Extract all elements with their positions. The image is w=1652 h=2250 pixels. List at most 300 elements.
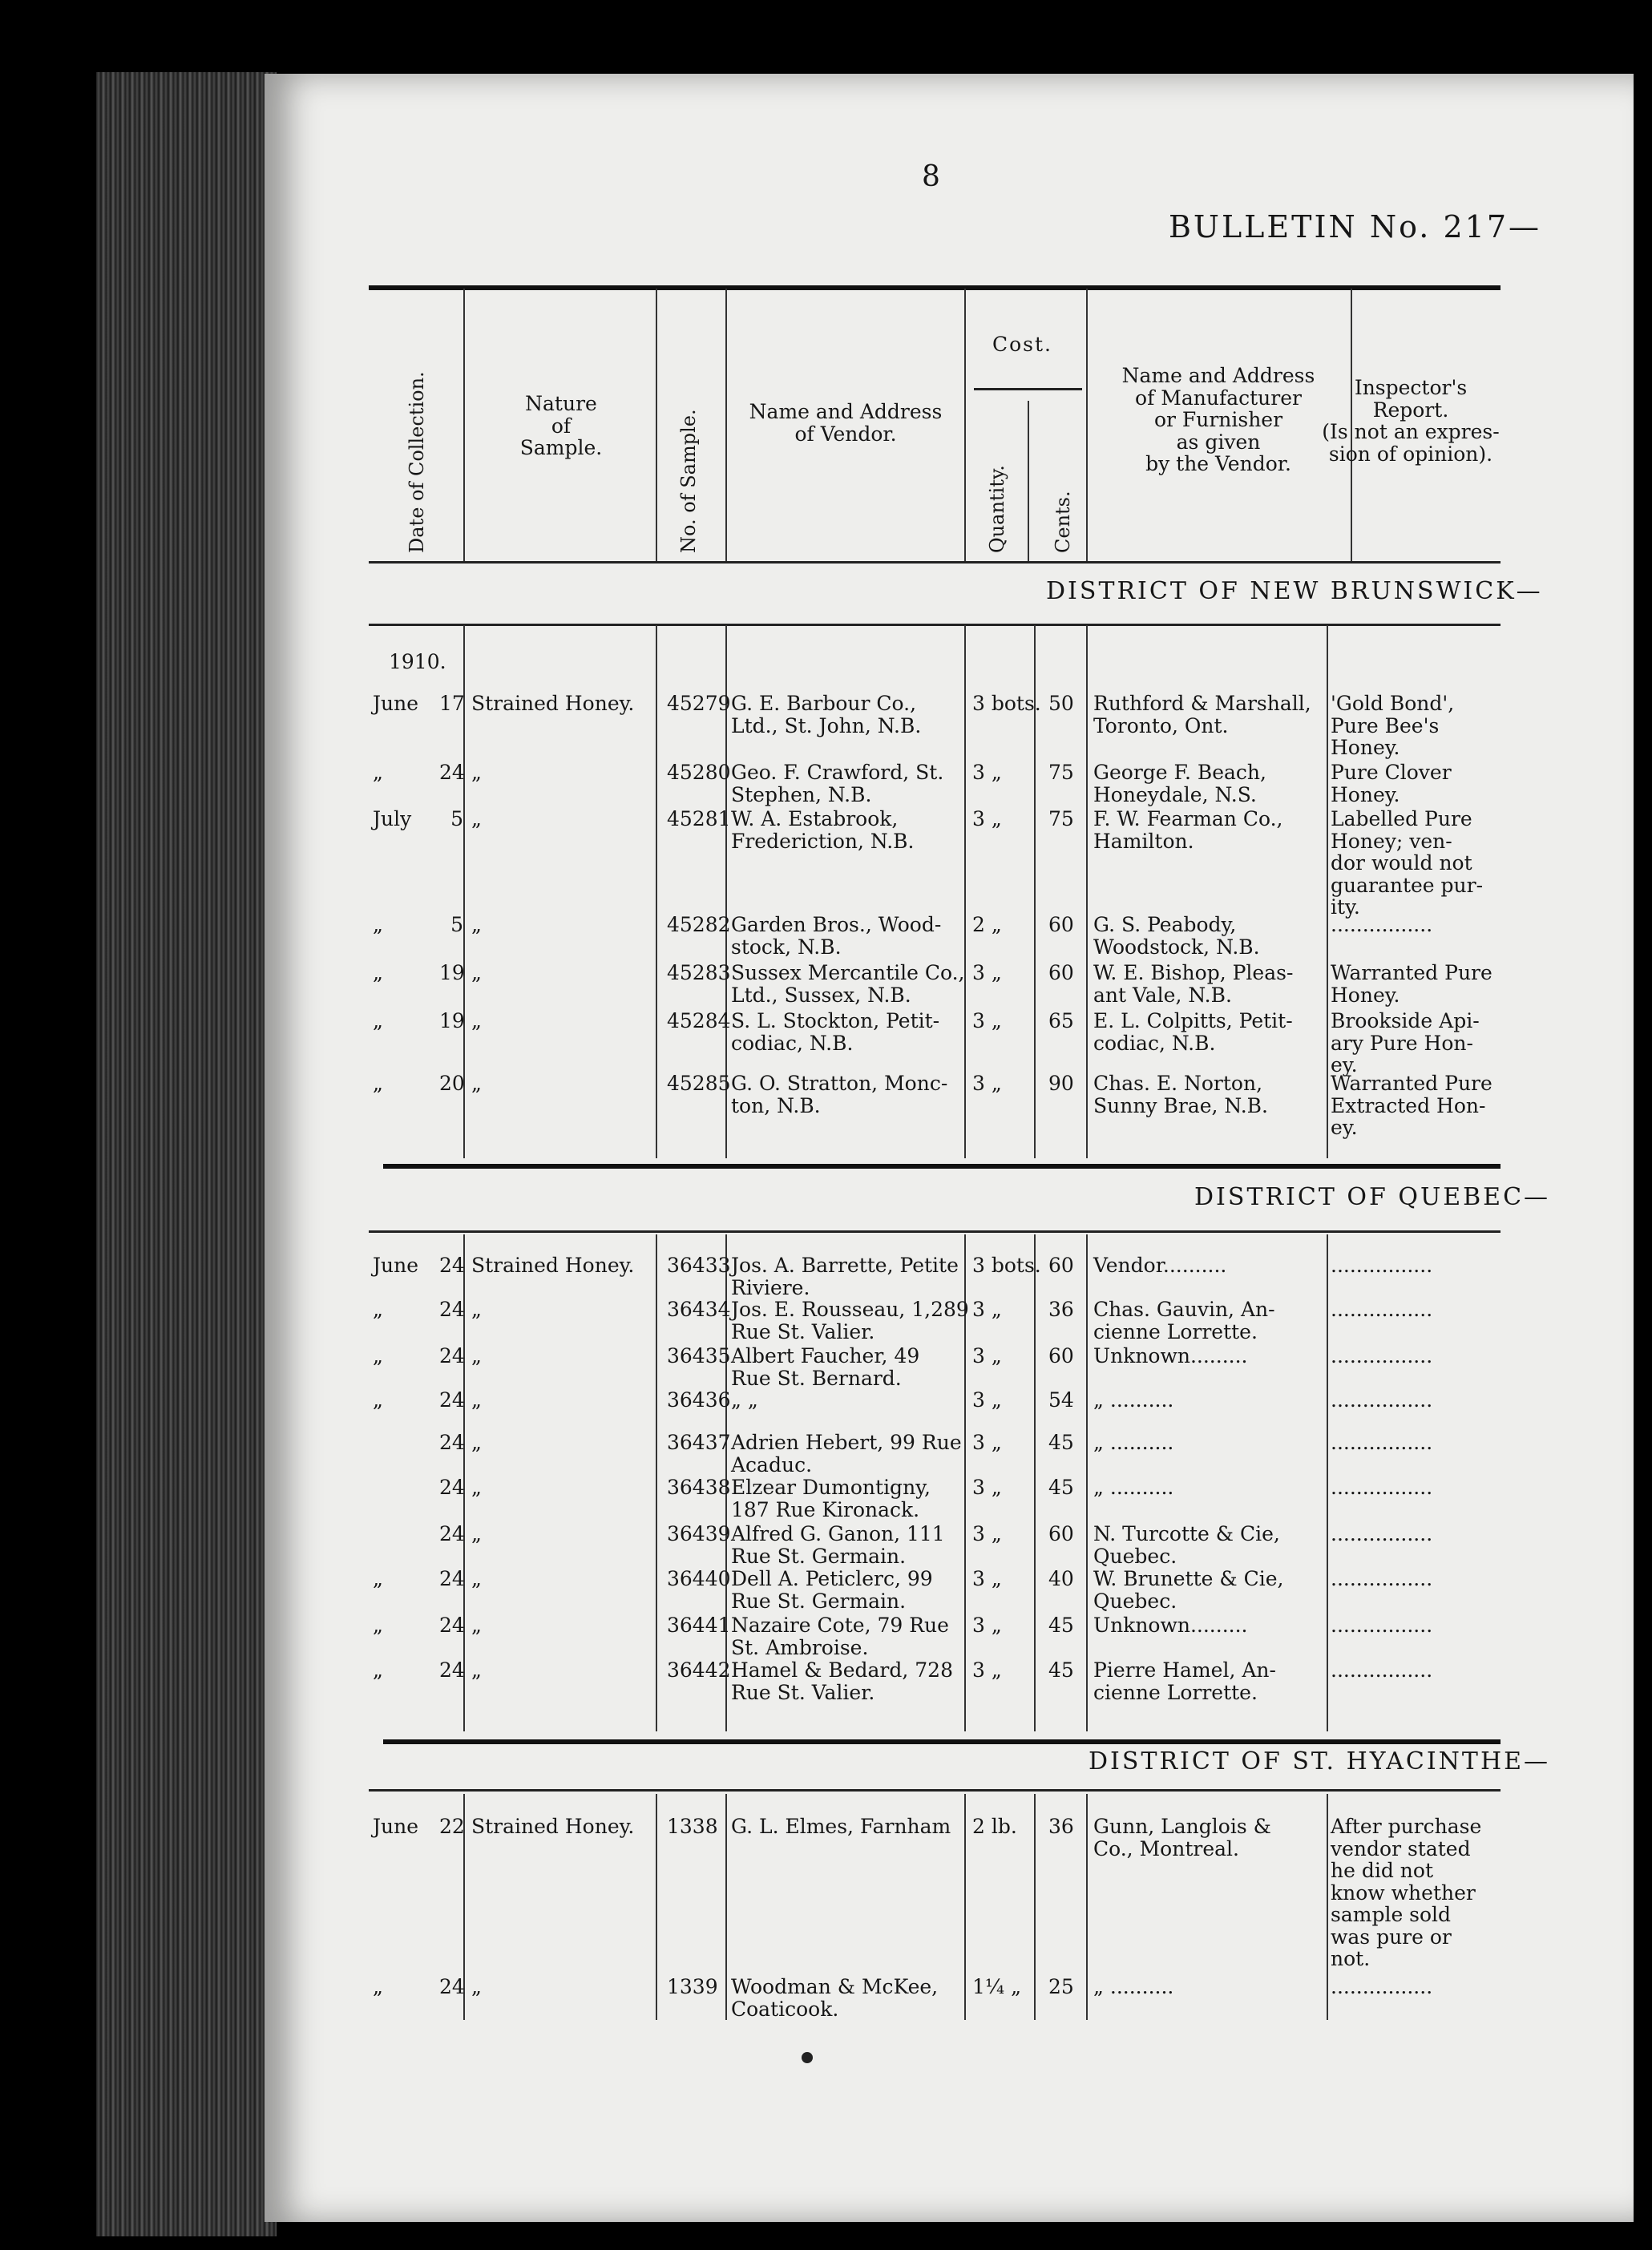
row-vendor-line: Hamel & Bedard, 728 bbox=[731, 1658, 953, 1682]
body-column-divider bbox=[1034, 1794, 1036, 2020]
row-nature: „ bbox=[471, 761, 482, 784]
row-report-line: After purchase bbox=[1331, 1815, 1482, 1838]
row-nature: Strained Honey. bbox=[471, 1254, 635, 1277]
row-sample-number: 36440 bbox=[667, 1567, 731, 1590]
row-nature: „ bbox=[471, 913, 482, 936]
row-manufacturer-line: „ .......... bbox=[1093, 1388, 1174, 1412]
row-nature: „ bbox=[471, 1614, 482, 1637]
row-sample-number: 36433 bbox=[667, 1254, 731, 1277]
row-vendor bbox=[731, 1614, 949, 1658]
row-manufacturer-line: ant Vale, N.B. bbox=[1093, 983, 1232, 1007]
document-page bbox=[265, 74, 1634, 2222]
row-day: 19 bbox=[439, 1009, 465, 1032]
header-vendor-line: of Vendor. bbox=[794, 422, 897, 446]
header-date-of-collection: Date of Collection. bbox=[406, 371, 428, 553]
row-vendor bbox=[731, 1010, 939, 1054]
row-sample-number: 36439 bbox=[667, 1522, 731, 1545]
bulletin-heading: BULLETIN No. 217— bbox=[1169, 209, 1541, 244]
row-day: 24 bbox=[439, 1975, 465, 1998]
row-cents: 45 bbox=[1048, 1431, 1074, 1454]
row-manufacturer-line: Woodstock, N.B. bbox=[1093, 935, 1260, 959]
row-vendor bbox=[731, 1659, 953, 1703]
row-manufacturer bbox=[1093, 1389, 1173, 1412]
row-vendor bbox=[731, 1432, 962, 1476]
row-cents: 60 bbox=[1048, 961, 1074, 984]
row-vendor bbox=[731, 761, 943, 806]
header-nature-line: Sample. bbox=[519, 436, 603, 459]
body-column-divider bbox=[1327, 625, 1328, 1158]
row-nature: „ bbox=[471, 1522, 482, 1545]
row-sample-number: 45279 bbox=[667, 692, 731, 715]
row-nature: „ bbox=[471, 1298, 482, 1321]
row-vendor bbox=[731, 693, 921, 737]
header-column-divider bbox=[725, 289, 727, 561]
row-manufacturer-line: Ruthford & Marshall, bbox=[1093, 692, 1311, 715]
header-top-rule bbox=[369, 285, 1501, 290]
row-cents: 60 bbox=[1048, 913, 1074, 936]
row-month: June bbox=[373, 1815, 419, 1838]
header-quantity: Quantity. bbox=[986, 465, 1008, 553]
section-top-rule bbox=[369, 624, 1501, 626]
row-nature: „ bbox=[471, 807, 482, 830]
row-manufacturer-line: F. W. Fearman Co., bbox=[1093, 807, 1283, 830]
row-month: „ bbox=[373, 1388, 383, 1412]
body-column-divider bbox=[656, 1794, 657, 2020]
row-report-line: ey. bbox=[1331, 1116, 1358, 1139]
row-manufacturer-line: Pierre Hamel, An- bbox=[1093, 1658, 1276, 1682]
row-vendor-line: Elzear Dumontigny, bbox=[731, 1476, 931, 1499]
row-report bbox=[1331, 1614, 1432, 1637]
row-manufacturer-line: Gunn, Langlois & bbox=[1093, 1815, 1271, 1838]
row-report-line: ................ bbox=[1331, 1975, 1433, 1998]
row-cents: 60 bbox=[1048, 1254, 1074, 1277]
row-report bbox=[1331, 1345, 1432, 1367]
row-vendor-line: Rue St. Germain. bbox=[731, 1544, 907, 1568]
header-inspector-report-line: sion of opinion). bbox=[1328, 442, 1493, 466]
row-vendor-line: Dell A. Peticlerc, 99 bbox=[731, 1567, 933, 1590]
row-report-line: ................ bbox=[1331, 1431, 1433, 1454]
row-nature: „ bbox=[471, 1072, 482, 1095]
row-sample-number: 1338 bbox=[667, 1815, 718, 1838]
row-vendor-line: W. A. Estabrook, bbox=[731, 807, 899, 830]
row-sample-number: 36437 bbox=[667, 1431, 731, 1454]
row-report-line: ................ bbox=[1331, 1344, 1433, 1367]
row-vendor-line: Coaticook. bbox=[731, 1997, 839, 2021]
row-report-line: Pure Bee's bbox=[1331, 713, 1440, 737]
row-vendor-line: Alfred G. Ganon, 111 bbox=[731, 1522, 945, 1545]
row-manufacturer-line: Honeydale, N.S. bbox=[1093, 782, 1257, 806]
row-report-line: Warranted Pure bbox=[1331, 961, 1492, 984]
row-month: June bbox=[373, 692, 419, 715]
row-manufacturer bbox=[1093, 1432, 1173, 1454]
row-report-line: ity. bbox=[1331, 895, 1360, 919]
district-title: DISTRICT OF NEW BRUNSWICK— bbox=[1046, 577, 1543, 605]
body-column-divider bbox=[656, 625, 657, 1158]
header-inspector-report bbox=[1319, 377, 1503, 465]
row-sample-number: 1339 bbox=[667, 1975, 718, 1998]
row-vendor bbox=[731, 1299, 969, 1343]
row-manufacturer-line: Toronto, Ont. bbox=[1093, 713, 1229, 737]
header-nature bbox=[513, 393, 609, 459]
row-manufacturer bbox=[1093, 1072, 1268, 1117]
row-sample-number: 36442 bbox=[667, 1658, 731, 1682]
row-quantity: 1¼ „ bbox=[972, 1975, 1022, 1998]
row-month: „ bbox=[373, 961, 383, 984]
row-report-line: ey. bbox=[1331, 1053, 1358, 1077]
row-vendor-line: Woodman & McKee, bbox=[731, 1975, 939, 1998]
row-vendor bbox=[731, 1568, 933, 1612]
row-cents: 40 bbox=[1048, 1567, 1074, 1590]
header-manufacturer-line: or Furnisher bbox=[1153, 408, 1283, 431]
row-quantity: 3 „ bbox=[972, 1298, 1002, 1321]
row-vendor-line: Rue St. Bernard. bbox=[731, 1366, 902, 1390]
row-sample-number: 45284 bbox=[667, 1009, 731, 1032]
header-nature-line: of bbox=[551, 414, 572, 438]
row-report-line: ................ bbox=[1331, 1476, 1433, 1499]
header-inspector-report-line: Inspector's bbox=[1354, 376, 1468, 399]
row-quantity: 3 „ bbox=[972, 761, 1002, 784]
row-report bbox=[1331, 693, 1454, 759]
header-sample-number: No. of Sample. bbox=[677, 409, 700, 553]
row-month: „ bbox=[373, 1975, 383, 1998]
row-manufacturer-line: Hamilton. bbox=[1093, 829, 1194, 853]
header-manufacturer-line: by the Vendor. bbox=[1145, 452, 1291, 475]
row-report-line: ary Pure Hon- bbox=[1331, 1031, 1473, 1055]
row-nature: „ bbox=[471, 1567, 482, 1590]
row-day: 17 bbox=[439, 692, 465, 715]
row-vendor bbox=[731, 914, 941, 958]
row-cents: 75 bbox=[1048, 761, 1074, 784]
row-report bbox=[1331, 1568, 1432, 1590]
header-manufacturer-line: as given bbox=[1176, 430, 1261, 454]
row-vendor-line: S. L. Stockton, Petit- bbox=[731, 1009, 940, 1032]
header-inspector-report-line: Report. bbox=[1372, 398, 1449, 422]
row-manufacturer-line: Quebec. bbox=[1093, 1589, 1177, 1613]
row-report-line: ................ bbox=[1331, 1298, 1433, 1321]
row-manufacturer-line: cienne Lorrette. bbox=[1093, 1680, 1258, 1704]
row-vendor-line: Adrien Hebert, 99 Rue bbox=[731, 1431, 962, 1454]
row-day: 24 bbox=[439, 1298, 465, 1321]
row-report-line: ................ bbox=[1331, 1388, 1433, 1412]
body-column-divider bbox=[656, 1234, 657, 1731]
row-month: „ bbox=[373, 1344, 383, 1367]
row-manufacturer-line: E. L. Colpitts, Petit- bbox=[1093, 1009, 1293, 1032]
row-manufacturer bbox=[1093, 1568, 1283, 1612]
row-nature: „ bbox=[471, 1658, 482, 1682]
row-vendor-line: Garden Bros., Wood- bbox=[731, 913, 942, 936]
page-number: 8 bbox=[922, 160, 940, 193]
row-nature: „ bbox=[471, 961, 482, 984]
row-manufacturer-line: Sunny Brae, N.B. bbox=[1093, 1093, 1268, 1117]
row-quantity: 3 „ bbox=[972, 1344, 1002, 1367]
row-vendor-line: „ „ bbox=[731, 1388, 758, 1412]
row-report-line: ................ bbox=[1331, 913, 1433, 936]
row-manufacturer-line: N. Turcotte & Cie, bbox=[1093, 1522, 1280, 1545]
row-report-line: dor would not bbox=[1331, 851, 1472, 875]
row-report bbox=[1331, 1523, 1432, 1545]
row-report-line: Honey. bbox=[1331, 736, 1400, 759]
row-cents: 45 bbox=[1048, 1476, 1074, 1499]
row-report bbox=[1331, 1072, 1492, 1139]
row-manufacturer bbox=[1093, 1010, 1293, 1054]
row-report-line: Pure Clover bbox=[1331, 761, 1452, 784]
row-cents: 75 bbox=[1048, 807, 1074, 830]
row-manufacturer-line: Vendor.......... bbox=[1093, 1254, 1227, 1277]
row-month: „ bbox=[373, 1072, 383, 1095]
row-vendor-line: 187 Rue Kironack. bbox=[731, 1497, 920, 1521]
row-vendor-line: Rue St. Valier. bbox=[731, 1319, 875, 1343]
row-manufacturer bbox=[1093, 1976, 1173, 1998]
row-cents: 36 bbox=[1048, 1815, 1074, 1838]
row-month: „ bbox=[373, 761, 383, 784]
row-day: 24 bbox=[439, 1431, 465, 1454]
row-day: 19 bbox=[439, 961, 465, 984]
row-report bbox=[1331, 962, 1492, 1006]
header-cost: Cost. bbox=[992, 333, 1053, 356]
row-vendor bbox=[731, 1072, 947, 1117]
row-month: „ bbox=[373, 913, 383, 936]
row-vendor-line: Geo. F. Crawford, St. bbox=[731, 761, 944, 784]
row-nature: „ bbox=[471, 1431, 482, 1454]
row-manufacturer-line: W. Brunette & Cie, bbox=[1093, 1567, 1284, 1590]
row-cents: 45 bbox=[1048, 1614, 1074, 1637]
row-quantity: 3 „ bbox=[972, 1567, 1002, 1590]
row-vendor-line: Rue St. Germain. bbox=[731, 1589, 907, 1613]
row-sample-number: 36434 bbox=[667, 1298, 731, 1321]
row-manufacturer bbox=[1093, 1816, 1271, 1860]
body-column-divider bbox=[1034, 1234, 1036, 1731]
row-day: 24 bbox=[439, 1567, 465, 1590]
row-sample-number: 45285 bbox=[667, 1072, 731, 1095]
row-manufacturer bbox=[1093, 1345, 1248, 1367]
row-report-line: vendor stated bbox=[1331, 1836, 1471, 1860]
row-quantity: 3 bots. bbox=[972, 1254, 1041, 1277]
row-report-line: sample sold bbox=[1331, 1903, 1452, 1926]
header-inspector-report-line: (Is not an expres- bbox=[1322, 420, 1500, 443]
row-manufacturer-line: „ .......... bbox=[1093, 1975, 1174, 1998]
row-manufacturer-line: Co., Montreal. bbox=[1093, 1836, 1239, 1860]
row-manufacturer bbox=[1093, 1299, 1275, 1343]
row-quantity: 2 lb. bbox=[972, 1815, 1017, 1838]
row-vendor-line: G. E. Barbour Co., bbox=[731, 692, 917, 715]
row-quantity: 3 „ bbox=[972, 1072, 1002, 1095]
row-manufacturer bbox=[1093, 1614, 1248, 1637]
row-report bbox=[1331, 1476, 1432, 1499]
row-manufacturer-line: Quebec. bbox=[1093, 1544, 1177, 1568]
row-nature: Strained Honey. bbox=[471, 1815, 635, 1838]
row-vendor-line: Acaduc. bbox=[731, 1452, 813, 1476]
row-manufacturer-line: George F. Beach, bbox=[1093, 761, 1266, 784]
header-vendor bbox=[741, 401, 950, 445]
row-manufacturer bbox=[1093, 1476, 1173, 1499]
row-vendor-line: Riviere. bbox=[731, 1275, 810, 1299]
row-quantity: 3 „ bbox=[972, 1431, 1002, 1454]
row-quantity: 3 „ bbox=[972, 1009, 1002, 1032]
row-day: 24 bbox=[439, 1522, 465, 1545]
row-sample-number: 36438 bbox=[667, 1476, 731, 1499]
row-report-line: ................ bbox=[1331, 1658, 1433, 1682]
row-quantity: 3 „ bbox=[972, 1476, 1002, 1499]
row-day: 24 bbox=[439, 1254, 465, 1277]
row-month: „ bbox=[373, 1009, 383, 1032]
row-report-line: was pure or bbox=[1331, 1925, 1452, 1949]
row-vendor-line: codiac, N.B. bbox=[731, 1031, 854, 1055]
row-day: 5 bbox=[450, 913, 463, 936]
row-manufacturer bbox=[1093, 808, 1283, 852]
row-quantity: 3 „ bbox=[972, 1388, 1002, 1412]
row-sample-number: 45282 bbox=[667, 913, 731, 936]
row-manufacturer-line: cienne Lorrette. bbox=[1093, 1319, 1258, 1343]
body-column-divider bbox=[964, 1794, 966, 2020]
row-manufacturer-line: codiac, N.B. bbox=[1093, 1031, 1216, 1055]
row-report-line: Honey. bbox=[1331, 983, 1400, 1007]
section-bottom-rule bbox=[383, 1164, 1501, 1169]
header-column-divider bbox=[656, 289, 657, 561]
row-vendor-line: Albert Faucher, 49 bbox=[731, 1344, 920, 1367]
row-manufacturer-line: G. S. Peabody, bbox=[1093, 913, 1237, 936]
row-vendor bbox=[731, 962, 965, 1006]
header-bottom-rule bbox=[369, 561, 1501, 564]
row-nature: „ bbox=[471, 1009, 482, 1032]
row-report bbox=[1331, 1976, 1432, 1998]
row-manufacturer-line: „ .......... bbox=[1093, 1431, 1174, 1454]
row-vendor-line: Stephen, N.B. bbox=[731, 782, 872, 806]
row-report bbox=[1331, 1432, 1432, 1454]
row-cents: 65 bbox=[1048, 1009, 1074, 1032]
row-report-line: Honey; ven- bbox=[1331, 829, 1452, 853]
row-manufacturer-line: Chas. E. Norton, bbox=[1093, 1072, 1263, 1095]
row-sample-number: 45281 bbox=[667, 807, 731, 830]
row-manufacturer bbox=[1093, 1254, 1226, 1277]
row-vendor bbox=[731, 808, 914, 852]
section-bottom-rule bbox=[383, 1739, 1501, 1744]
row-vendor bbox=[731, 1389, 758, 1412]
row-manufacturer bbox=[1093, 1523, 1280, 1567]
row-quantity: 3 „ bbox=[972, 961, 1002, 984]
row-vendor-line: ton, N.B. bbox=[731, 1093, 821, 1117]
row-vendor-line: G. L. Elmes, Farnham bbox=[731, 1815, 951, 1838]
row-month: „ bbox=[373, 1658, 383, 1682]
row-report bbox=[1331, 1010, 1480, 1077]
row-day: 24 bbox=[439, 1614, 465, 1637]
row-vendor bbox=[731, 1476, 931, 1521]
row-month: „ bbox=[373, 1298, 383, 1321]
row-manufacturer bbox=[1093, 1659, 1276, 1703]
row-quantity: 2 „ bbox=[972, 913, 1002, 936]
year-label: 1910. bbox=[389, 650, 446, 673]
row-vendor-line: stock, N.B. bbox=[731, 935, 842, 959]
row-manufacturer-line: Chas. Gauvin, An- bbox=[1093, 1298, 1275, 1321]
row-cents: 36 bbox=[1048, 1298, 1074, 1321]
row-day: 24 bbox=[439, 1658, 465, 1682]
row-report-line: not. bbox=[1331, 1947, 1371, 1970]
row-report-line: know whether bbox=[1331, 1880, 1476, 1905]
district-title: DISTRICT OF QUEBEC— bbox=[1194, 1183, 1551, 1211]
row-quantity: 3 „ bbox=[972, 807, 1002, 830]
row-quantity: 3 bots. bbox=[972, 692, 1041, 715]
row-cents: 90 bbox=[1048, 1072, 1074, 1095]
row-day: 22 bbox=[439, 1815, 465, 1838]
section-top-rule bbox=[369, 1230, 1501, 1233]
row-vendor-line: G. O. Stratton, Monc- bbox=[731, 1072, 948, 1095]
header-vendor-line: Name and Address bbox=[749, 400, 943, 423]
row-report-line: 'Gold Bond', bbox=[1331, 692, 1455, 715]
row-cents: 54 bbox=[1048, 1388, 1074, 1412]
row-vendor-line: Frederiction, N.B. bbox=[731, 829, 915, 853]
row-report-line: ................ bbox=[1331, 1522, 1433, 1545]
body-column-divider bbox=[1327, 1234, 1328, 1731]
row-month: June bbox=[373, 1254, 419, 1277]
row-nature: „ bbox=[471, 1975, 482, 1998]
row-report-line: guarantee pur- bbox=[1331, 873, 1484, 897]
row-cents: 45 bbox=[1048, 1658, 1074, 1682]
header-cents: Cents. bbox=[1052, 491, 1074, 553]
row-report-line: he did not bbox=[1331, 1859, 1433, 1882]
header-column-divider bbox=[964, 289, 966, 561]
row-sample-number: 36436 bbox=[667, 1388, 731, 1412]
header-column-divider bbox=[1086, 289, 1088, 561]
district-title: DISTRICT OF ST. HYACINTHE— bbox=[1089, 1747, 1551, 1775]
row-report bbox=[1331, 1659, 1432, 1682]
row-manufacturer-line: „ .......... bbox=[1093, 1476, 1174, 1499]
row-day: 5 bbox=[450, 807, 463, 830]
row-report bbox=[1331, 808, 1483, 919]
row-day: 20 bbox=[439, 1072, 465, 1095]
section-top-rule bbox=[369, 1789, 1501, 1792]
body-column-divider bbox=[1086, 1794, 1088, 2020]
row-vendor-line: Ltd., Sussex, N.B. bbox=[731, 983, 911, 1007]
body-column-divider bbox=[1327, 1794, 1328, 2020]
row-cents: 60 bbox=[1048, 1522, 1074, 1545]
row-manufacturer-line: Unknown......... bbox=[1093, 1344, 1248, 1367]
row-vendor-line: Ltd., St. John, N.B. bbox=[731, 713, 922, 737]
row-month: „ bbox=[373, 1614, 383, 1637]
row-manufacturer bbox=[1093, 693, 1311, 737]
header-column-divider bbox=[463, 289, 465, 561]
row-day: 24 bbox=[439, 1344, 465, 1367]
row-report bbox=[1331, 1816, 1481, 1970]
row-vendor bbox=[731, 1523, 945, 1567]
body-column-divider bbox=[725, 1794, 727, 2020]
body-column-divider bbox=[1086, 1234, 1088, 1731]
cost-split-rule bbox=[974, 388, 1082, 390]
row-manufacturer-line: Unknown......... bbox=[1093, 1614, 1248, 1637]
row-vendor bbox=[731, 1976, 938, 2020]
row-day: 24 bbox=[439, 1476, 465, 1499]
row-report-line: Brookside Api- bbox=[1331, 1009, 1480, 1032]
cost-sub-divider bbox=[1028, 401, 1029, 561]
row-manufacturer bbox=[1093, 761, 1266, 806]
row-report-line: ................ bbox=[1331, 1567, 1433, 1590]
row-nature: „ bbox=[471, 1388, 482, 1412]
row-quantity: 3 „ bbox=[972, 1614, 1002, 1637]
row-report bbox=[1331, 1389, 1432, 1412]
row-report-line: Warranted Pure bbox=[1331, 1072, 1492, 1095]
row-report bbox=[1331, 1299, 1432, 1321]
row-quantity: 3 „ bbox=[972, 1522, 1002, 1545]
row-cents: 25 bbox=[1048, 1975, 1074, 1998]
row-report-line: Honey. bbox=[1331, 782, 1400, 806]
row-report-line: ................ bbox=[1331, 1614, 1433, 1637]
header-manufacturer bbox=[1098, 365, 1339, 475]
row-vendor bbox=[731, 1816, 951, 1838]
row-nature: „ bbox=[471, 1344, 482, 1367]
row-manufacturer bbox=[1093, 914, 1260, 958]
row-report-line: ................ bbox=[1331, 1254, 1433, 1277]
row-day: 24 bbox=[439, 1388, 465, 1412]
row-cents: 50 bbox=[1048, 692, 1074, 715]
header-nature-line: Nature bbox=[525, 392, 597, 415]
